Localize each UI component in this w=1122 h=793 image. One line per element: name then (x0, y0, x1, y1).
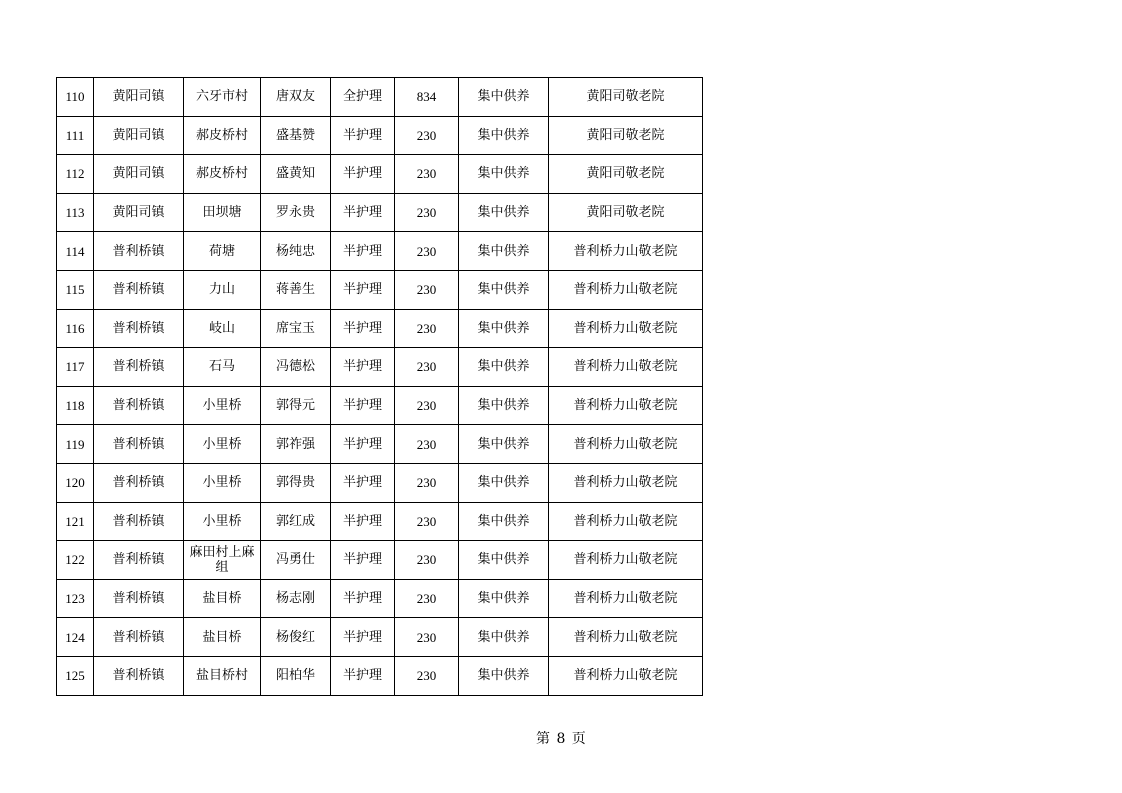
cell-nursing-home: 普利桥力山敬老院 (549, 425, 703, 464)
cell-town: 普利桥镇 (94, 309, 184, 348)
cell-person-name: 郭得元 (261, 386, 331, 425)
cell-care-level: 半护理 (331, 270, 395, 309)
table-row (57, 116, 703, 155)
table-row (57, 193, 703, 232)
cell-amount: 230 (395, 155, 459, 194)
cell-person-name: 罗永贵 (261, 193, 331, 232)
cell-town: 普利桥镇 (94, 579, 184, 618)
table-row (57, 463, 703, 502)
cell-care-level: 半护理 (331, 386, 395, 425)
cell-amount: 230 (395, 579, 459, 618)
table-row (57, 386, 703, 425)
cell-village: 小里桥 (184, 386, 261, 425)
cell-amount: 230 (395, 116, 459, 155)
cell-care-level: 半护理 (331, 541, 395, 580)
cell-amount: 230 (395, 425, 459, 464)
cell-amount: 230 (395, 193, 459, 232)
cell-nursing-home: 普利桥力山敬老院 (549, 309, 703, 348)
cell-village: 田坝塘 (184, 193, 261, 232)
cell-index: 123 (57, 579, 94, 618)
cell-support-mode: 集中供养 (459, 270, 549, 309)
cell-index: 111 (57, 116, 94, 155)
cell-person-name: 阳柏华 (261, 656, 331, 695)
cell-index: 121 (57, 502, 94, 541)
cell-village: 盐目桥 (184, 579, 261, 618)
cell-nursing-home: 普利桥力山敬老院 (549, 232, 703, 271)
cell-town: 普利桥镇 (94, 348, 184, 387)
cell-amount: 230 (395, 618, 459, 657)
cell-nursing-home: 黄阳司敬老院 (549, 155, 703, 194)
cell-town: 普利桥镇 (94, 463, 184, 502)
cell-person-name: 席宝玉 (261, 309, 331, 348)
table-row (57, 155, 703, 194)
cell-village: 麻田村上麻组 (184, 541, 261, 580)
cell-index: 116 (57, 309, 94, 348)
cell-index: 117 (57, 348, 94, 387)
cell-amount: 230 (395, 232, 459, 271)
table-row (57, 309, 703, 348)
cell-person-name: 杨俊红 (261, 618, 331, 657)
cell-support-mode: 集中供养 (459, 78, 549, 117)
cell-support-mode: 集中供养 (459, 309, 549, 348)
cell-village: 盐目桥村 (184, 656, 261, 695)
cell-amount: 230 (395, 386, 459, 425)
table-row (57, 78, 703, 117)
table-row (57, 579, 703, 618)
cell-index: 113 (57, 193, 94, 232)
cell-care-level: 半护理 (331, 116, 395, 155)
cell-amount: 230 (395, 348, 459, 387)
cell-support-mode: 集中供养 (459, 579, 549, 618)
cell-village: 六牙市村 (184, 78, 261, 117)
cell-person-name: 郭红成 (261, 502, 331, 541)
cell-index: 124 (57, 618, 94, 657)
cell-support-mode: 集中供养 (459, 541, 549, 580)
cell-town: 黄阳司镇 (94, 193, 184, 232)
cell-person-name: 蒋善生 (261, 270, 331, 309)
cell-support-mode: 集中供养 (459, 348, 549, 387)
cell-nursing-home: 黄阳司敬老院 (549, 78, 703, 117)
cell-town: 黄阳司镇 (94, 155, 184, 194)
cell-person-name: 盛黄知 (261, 155, 331, 194)
cell-care-level: 半护理 (331, 348, 395, 387)
cell-person-name: 冯勇仕 (261, 541, 331, 580)
cell-support-mode: 集中供养 (459, 155, 549, 194)
cell-village: 郝皮桥村 (184, 116, 261, 155)
cell-amount: 834 (395, 78, 459, 117)
table-row (57, 270, 703, 309)
cell-index: 120 (57, 463, 94, 502)
cell-village: 盐目桥 (184, 618, 261, 657)
cell-person-name: 唐双友 (261, 78, 331, 117)
cell-village: 力山 (184, 270, 261, 309)
cell-care-level: 半护理 (331, 309, 395, 348)
cell-care-level: 半护理 (331, 232, 395, 271)
cell-town: 普利桥镇 (94, 425, 184, 464)
table-row (57, 541, 703, 580)
cell-person-name: 郭祚强 (261, 425, 331, 464)
cell-support-mode: 集中供养 (459, 656, 549, 695)
cell-village: 郝皮桥村 (184, 155, 261, 194)
cell-nursing-home: 普利桥力山敬老院 (549, 656, 703, 695)
cell-care-level: 半护理 (331, 425, 395, 464)
cell-index: 122 (57, 541, 94, 580)
cell-village: 岐山 (184, 309, 261, 348)
cell-nursing-home: 普利桥力山敬老院 (549, 541, 703, 580)
cell-nursing-home: 普利桥力山敬老院 (549, 618, 703, 657)
cell-town: 黄阳司镇 (94, 78, 184, 117)
table-row (57, 502, 703, 541)
table-row (57, 425, 703, 464)
cell-town: 普利桥镇 (94, 270, 184, 309)
cell-care-level: 半护理 (331, 193, 395, 232)
cell-person-name: 冯德松 (261, 348, 331, 387)
cell-nursing-home: 黄阳司敬老院 (549, 193, 703, 232)
table-row (57, 348, 703, 387)
cell-nursing-home: 普利桥力山敬老院 (549, 579, 703, 618)
cell-nursing-home: 普利桥力山敬老院 (549, 502, 703, 541)
cell-village: 小里桥 (184, 425, 261, 464)
cell-support-mode: 集中供养 (459, 386, 549, 425)
cell-amount: 230 (395, 463, 459, 502)
cell-amount: 230 (395, 309, 459, 348)
cell-support-mode: 集中供养 (459, 425, 549, 464)
table-row (57, 656, 703, 695)
cell-village: 荷塘 (184, 232, 261, 271)
cell-person-name: 杨纯忠 (261, 232, 331, 271)
cell-amount: 230 (395, 541, 459, 580)
cell-person-name: 杨志刚 (261, 579, 331, 618)
cell-village: 石马 (184, 348, 261, 387)
cell-town: 普利桥镇 (94, 232, 184, 271)
cell-town: 普利桥镇 (94, 386, 184, 425)
cell-care-level: 半护理 (331, 579, 395, 618)
cell-town: 普利桥镇 (94, 656, 184, 695)
roster-table (56, 77, 703, 696)
cell-amount: 230 (395, 502, 459, 541)
cell-town: 普利桥镇 (94, 502, 184, 541)
cell-index: 110 (57, 78, 94, 117)
cell-village: 小里桥 (184, 502, 261, 541)
cell-index: 118 (57, 386, 94, 425)
cell-support-mode: 集中供养 (459, 232, 549, 271)
cell-nursing-home: 普利桥力山敬老院 (549, 348, 703, 387)
table-row (57, 232, 703, 271)
cell-care-level: 半护理 (331, 463, 395, 502)
cell-support-mode: 集中供养 (459, 502, 549, 541)
cell-nursing-home: 普利桥力山敬老院 (549, 270, 703, 309)
cell-index: 112 (57, 155, 94, 194)
cell-index: 119 (57, 425, 94, 464)
cell-index: 125 (57, 656, 94, 695)
page-number: 第 8 页 (536, 731, 587, 747)
cell-support-mode: 集中供养 (459, 116, 549, 155)
cell-support-mode: 集中供养 (459, 193, 549, 232)
cell-amount: 230 (395, 270, 459, 309)
cell-index: 114 (57, 232, 94, 271)
cell-care-level: 半护理 (331, 656, 395, 695)
cell-care-level: 半护理 (331, 502, 395, 541)
cell-care-level: 半护理 (331, 155, 395, 194)
roster-body (57, 78, 703, 696)
cell-town: 黄阳司镇 (94, 116, 184, 155)
cell-village: 小里桥 (184, 463, 261, 502)
cell-town: 普利桥镇 (94, 618, 184, 657)
cell-person-name: 郭得贵 (261, 463, 331, 502)
cell-amount: 230 (395, 656, 459, 695)
cell-nursing-home: 普利桥力山敬老院 (549, 386, 703, 425)
cell-support-mode: 集中供养 (459, 463, 549, 502)
cell-nursing-home: 黄阳司敬老院 (549, 116, 703, 155)
cell-support-mode: 集中供养 (459, 618, 549, 657)
table-row (57, 618, 703, 657)
cell-person-name: 盛基赞 (261, 116, 331, 155)
cell-town: 普利桥镇 (94, 541, 184, 580)
cell-index: 115 (57, 270, 94, 309)
cell-nursing-home: 普利桥力山敬老院 (549, 463, 703, 502)
cell-care-level: 半护理 (331, 618, 395, 657)
cell-care-level: 全护理 (331, 78, 395, 117)
